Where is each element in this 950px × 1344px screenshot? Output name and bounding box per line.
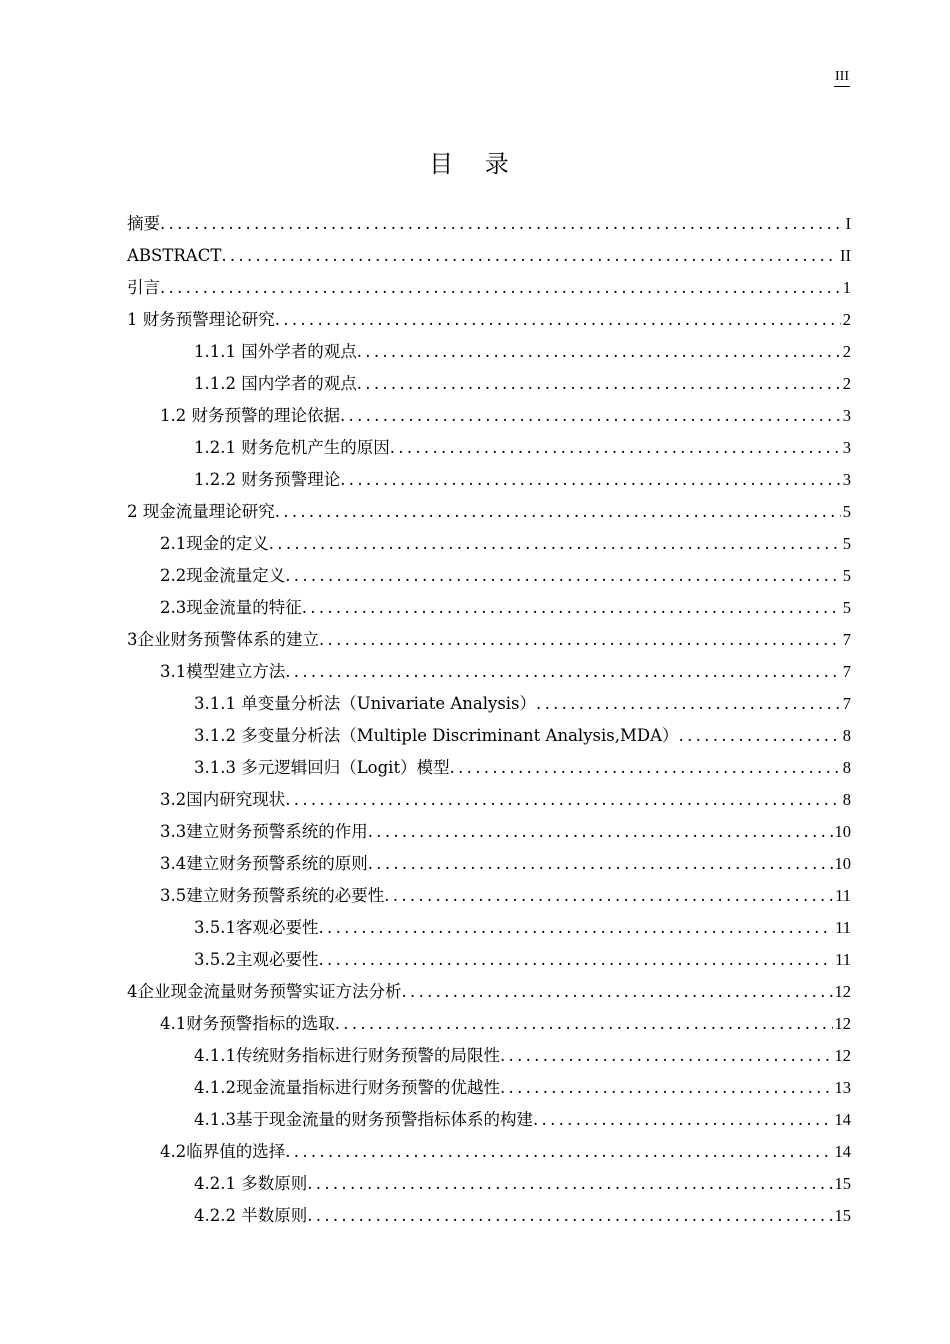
toc-entry-label: 3.2国内研究现状 xyxy=(160,790,286,809)
toc-entry-page: 12 xyxy=(834,1046,851,1065)
toc-entry[interactable] xyxy=(127,1136,851,1168)
toc-entry-page: 2 xyxy=(842,374,851,393)
toc-entry-page: 11 xyxy=(835,886,851,905)
toc-entry[interactable] xyxy=(127,368,851,400)
dot-leader xyxy=(275,304,841,336)
toc-entry[interactable] xyxy=(127,880,851,912)
page-number: III xyxy=(834,68,850,87)
dot-leader xyxy=(533,1104,833,1136)
toc-entry-label: 1.2.2 财务预警理论 xyxy=(194,470,341,489)
dot-leader xyxy=(160,272,841,304)
dot-leader xyxy=(285,656,841,688)
toc-entry[interactable] xyxy=(127,976,851,1008)
dot-leader xyxy=(285,560,841,592)
toc-entry-label: 4.2.1 多数原则 xyxy=(194,1174,308,1193)
toc-entry[interactable] xyxy=(127,912,851,944)
toc-entry-label: 1.1.1 国外学者的观点 xyxy=(194,342,357,361)
toc-entry-page: 15 xyxy=(834,1174,851,1193)
dot-leader xyxy=(450,752,841,784)
toc-entry[interactable] xyxy=(127,656,851,688)
toc-entry-label: 1.2 财务预警的理论依据 xyxy=(160,406,340,425)
toc-entry-page: 10 xyxy=(834,822,851,841)
toc-entry-page: II xyxy=(840,246,851,265)
toc-entry[interactable] xyxy=(127,752,851,784)
toc-entry-label: 2 现金流量理论研究 xyxy=(127,502,275,521)
toc-entry-page: 11 xyxy=(835,918,851,937)
toc-entry[interactable] xyxy=(127,336,851,368)
toc-entry-page: 5 xyxy=(842,566,851,585)
toc-entry[interactable] xyxy=(127,560,851,592)
toc-entry[interactable] xyxy=(127,1200,851,1232)
toc-entry-page: I xyxy=(845,214,851,233)
dot-leader xyxy=(319,624,841,656)
toc-entry-label: 3.1.2 多变量分析法（Multiple Discriminant Analysis,MDA） xyxy=(194,726,679,745)
toc-entry-label: 3.1模型建立方法 xyxy=(160,662,286,681)
dot-leader xyxy=(368,816,833,848)
toc-entry-page: 3 xyxy=(842,438,851,457)
page-title: 目 录 xyxy=(429,150,521,178)
toc-entry-page: 15 xyxy=(834,1206,851,1225)
dot-leader xyxy=(285,1136,832,1168)
toc-entry[interactable] xyxy=(127,240,851,272)
toc-entry-page: 3 xyxy=(842,470,851,489)
toc-entry-page: 12 xyxy=(834,982,851,1001)
toc-entry[interactable] xyxy=(127,1008,851,1040)
toc-entry-label: 3.3建立财务预警系统的作用 xyxy=(160,822,368,841)
dot-leader xyxy=(679,720,841,752)
dot-leader xyxy=(390,432,841,464)
toc-entry[interactable] xyxy=(127,432,851,464)
toc-entry[interactable] xyxy=(127,1168,851,1200)
toc-entry-page: 7 xyxy=(842,694,851,713)
dot-leader xyxy=(275,496,841,528)
toc-entry-label: ABSTRACT xyxy=(127,246,222,265)
toc-entry-label: 3.4建立财务预警系统的原则 xyxy=(160,854,368,873)
toc-entry-label: 摘要 xyxy=(127,214,160,233)
toc-entry-page: 1 xyxy=(842,278,851,297)
dot-leader xyxy=(340,464,841,496)
toc-entry-label: 3.1.1 单变量分析法（Univariate Analysis） xyxy=(194,694,537,713)
toc-entry-label: 3.5.2主观必要性 xyxy=(194,950,319,969)
toc-entry-label: 4企业现金流量财务预警实证方法分析 xyxy=(127,982,402,1001)
toc-entry-label: 2.3现金流量的特征 xyxy=(160,598,302,617)
toc-entry-page: 11 xyxy=(835,950,851,969)
toc-entry-page: 8 xyxy=(842,790,851,809)
toc-entry-label: 4.1.3基于现金流量的财务预警指标体系的构建 xyxy=(194,1110,533,1129)
dot-leader xyxy=(160,208,844,240)
toc-entry-page: 8 xyxy=(842,726,851,745)
dot-leader xyxy=(402,976,833,1008)
dot-leader xyxy=(500,1040,833,1072)
toc-entry-page: 13 xyxy=(834,1078,851,1097)
toc-entry[interactable] xyxy=(127,624,851,656)
toc-entry-label: 2.1现金的定义 xyxy=(160,534,269,553)
toc-entry-label: 3企业财务预警体系的建立 xyxy=(127,630,319,649)
toc-entry-label: 4.1.1传统财务指标进行财务预警的局限性 xyxy=(194,1046,500,1065)
dot-leader xyxy=(357,368,841,400)
toc-entry[interactable] xyxy=(127,688,851,720)
dot-leader xyxy=(307,1168,832,1200)
toc-entry-label: 4.2.2 半数原则 xyxy=(194,1206,308,1225)
toc-entry-page: 5 xyxy=(842,502,851,521)
dot-leader xyxy=(335,1008,833,1040)
toc-entry[interactable] xyxy=(127,272,851,304)
dot-leader xyxy=(357,336,841,368)
toc-entry-page: 14 xyxy=(834,1110,851,1129)
toc-entry-label: 1.2.1 财务危机产生的原因 xyxy=(194,438,390,457)
toc-entry[interactable] xyxy=(127,304,851,336)
table-of-contents xyxy=(127,208,851,1232)
dot-leader xyxy=(221,240,838,272)
toc-entry[interactable] xyxy=(127,720,851,752)
toc-entry[interactable] xyxy=(127,1040,851,1072)
dot-leader xyxy=(384,880,833,912)
toc-entry[interactable] xyxy=(127,944,851,976)
toc-entry[interactable] xyxy=(127,496,851,528)
toc-entry-label: 3.1.3 多元逻辑回归（Logit）模型 xyxy=(194,758,450,777)
toc-entry-page: 8 xyxy=(842,758,851,777)
dot-leader xyxy=(318,912,833,944)
toc-entry-page: 7 xyxy=(842,662,851,681)
toc-entry-label: 2.2现金流量定义 xyxy=(160,566,286,585)
toc-entry-label: 4.2临界值的选择 xyxy=(160,1142,286,1161)
toc-entry[interactable] xyxy=(127,784,851,816)
toc-entry-page: 12 xyxy=(834,1014,851,1033)
toc-entry[interactable] xyxy=(127,208,851,240)
toc-entry[interactable] xyxy=(127,592,851,624)
toc-entry[interactable] xyxy=(127,464,851,496)
toc-entry-label: 3.5.1客观必要性 xyxy=(194,918,319,937)
toc-entry-page: 3 xyxy=(842,406,851,425)
toc-entry-page: 5 xyxy=(842,598,851,617)
dot-leader xyxy=(269,528,841,560)
toc-entry-label: 4.1财务预警指标的选取 xyxy=(160,1014,335,1033)
dot-leader xyxy=(500,1072,833,1104)
toc-entry[interactable] xyxy=(127,400,851,432)
toc-entry-label: 1 财务预警理论研究 xyxy=(127,310,275,329)
toc-entry-label: 引言 xyxy=(127,278,160,297)
toc-entry-page: 7 xyxy=(842,630,851,649)
toc-entry-page: 2 xyxy=(842,310,851,329)
dot-leader xyxy=(302,592,841,624)
dot-leader xyxy=(340,400,841,432)
toc-entry[interactable] xyxy=(127,1104,851,1136)
toc-entry[interactable] xyxy=(127,1072,851,1104)
toc-entry-page: 14 xyxy=(834,1142,851,1161)
toc-entry[interactable] xyxy=(127,848,851,880)
toc-entry-page: 5 xyxy=(842,534,851,553)
toc-entry-label: 3.5建立财务预警系统的必要性 xyxy=(160,886,385,905)
dot-leader xyxy=(318,944,833,976)
toc-entry-label: 1.1.2 国内学者的观点 xyxy=(194,374,357,393)
toc-entry-page: 10 xyxy=(834,854,851,873)
toc-entry[interactable] xyxy=(127,816,851,848)
toc-entry-label: 4.1.2现金流量指标进行财务预警的优越性 xyxy=(194,1078,500,1097)
toc-entry-page: 2 xyxy=(842,342,851,361)
dot-leader xyxy=(536,688,841,720)
toc-entry[interactable] xyxy=(127,528,851,560)
dot-leader xyxy=(307,1200,832,1232)
dot-leader xyxy=(368,848,833,880)
dot-leader xyxy=(285,784,841,816)
